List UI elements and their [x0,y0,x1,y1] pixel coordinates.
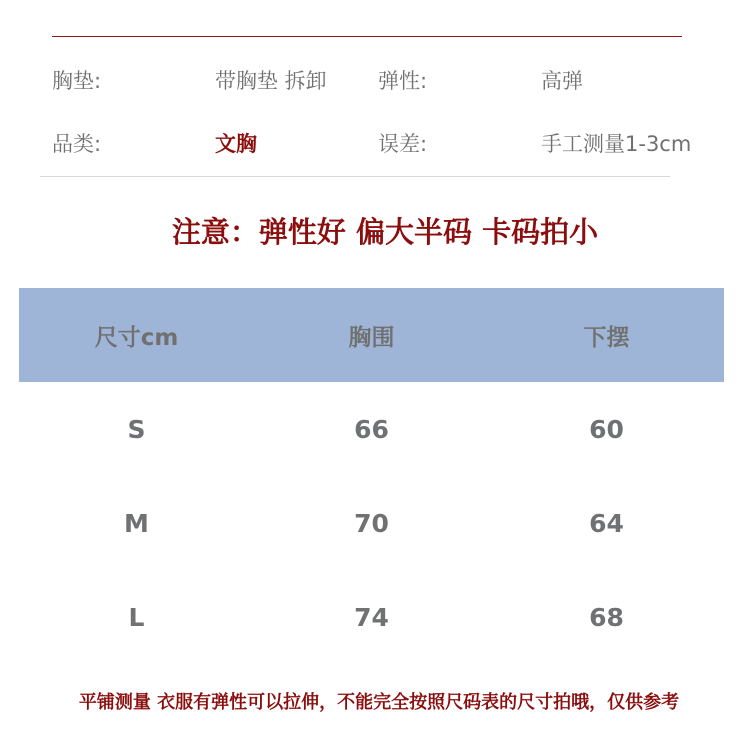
size-cell: S [127,414,146,444]
attr-elasticity-value: 高弹 [541,69,583,93]
attr-pad-label: 胸垫: [52,69,102,93]
hem-cell: 60 [589,414,624,444]
measurement-footnote: 平铺测量 衣服有弹性可以拉伸，不能完全按照尺码表的尺寸拍哦，仅供参考 [78,692,680,713]
size-cell: L [128,602,145,632]
header-bust: 胸围 [348,324,395,351]
size-cell: M [124,508,149,538]
attr-elasticity-label: 弹性: [378,69,428,93]
table-row [19,382,724,476]
attr-category-label: 品类: [52,132,102,156]
bust-cell: 70 [354,508,389,538]
size-table-header [19,288,724,382]
header-hem: 下摆 [583,324,630,351]
attr-pad-value: 带胸垫 拆卸 [215,69,327,93]
attr-tolerance-value: 手工测量1-3cm [541,132,692,156]
top-divider [52,36,682,37]
hem-cell: 64 [589,508,624,538]
bust-cell: 66 [354,414,389,444]
sizing-notice: 注意：弹性好 偏大半码 卡码拍小 [171,215,599,249]
hem-cell: 68 [589,602,624,632]
header-size: 尺寸cm [94,324,179,351]
size-table [19,288,724,664]
bust-cell: 74 [354,602,389,632]
section-divider [40,176,670,177]
table-row [19,476,724,570]
attr-category-value: 文胸 [215,132,257,156]
attr-tolerance-label: 误差: [378,132,428,156]
table-row [19,570,724,664]
